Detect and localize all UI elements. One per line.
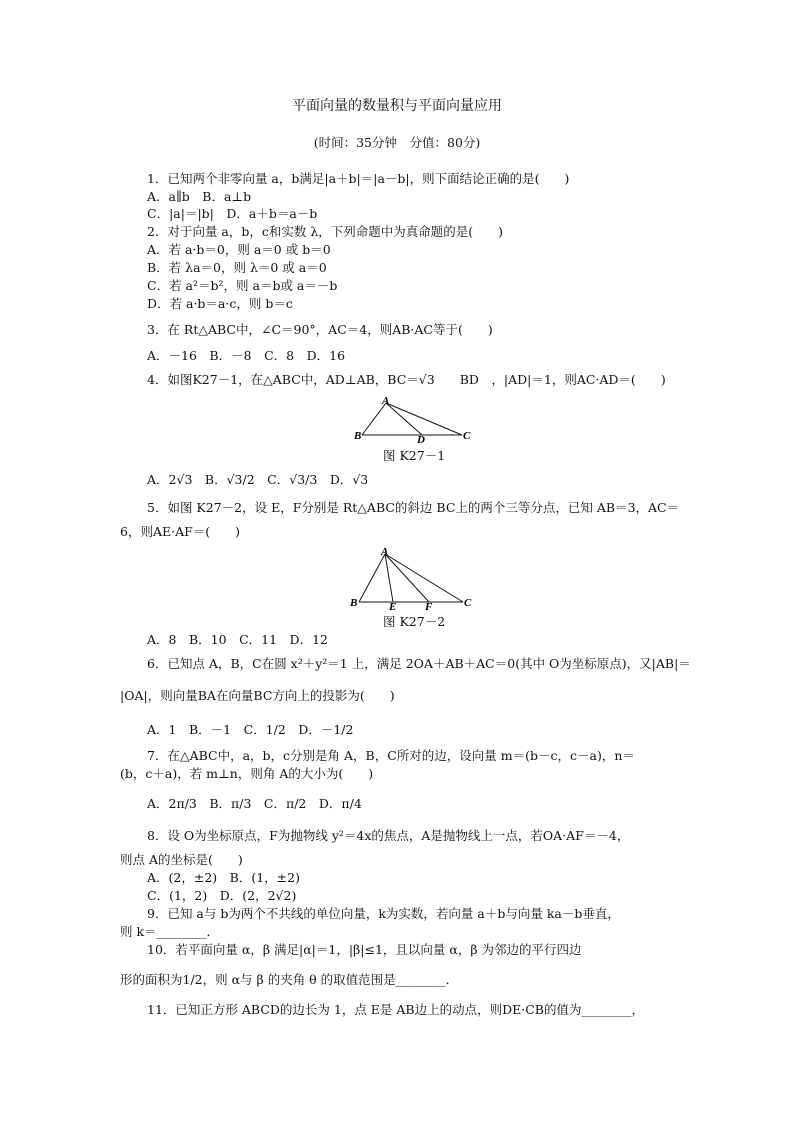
question-4: 4．如图K27－1，在△ABC中，AD⊥AB，BC＝√3 BD ，|AD|＝1，则AC·AD＝( ) [147,372,666,387]
question-9-line-1: 9．已知 a与 b为两个不共线的单位向量，k为实数，若向量 a＋b与向量 ka－b垂直， [147,906,620,921]
question-7-line-1: 7．在△ABC中，a，b，c分别是角 A，B，C所对的边，设向量 m＝(b－c，c－a)，n＝ [147,748,635,763]
question-5-line-2: 6，则AE·AF＝( ) [120,524,241,539]
question-3-options: A．－16 B．－8 C．8 D．16 [147,348,346,363]
question-10-line-1: 10．若平面向量 α，β 满足|α|＝1，|β|≤1，且以向量 α，β 为邻边的平行四边 [147,942,582,957]
question-1-options-ab: A．a∥b B．a⊥b [147,189,252,204]
fig2-label-a: A [381,546,389,558]
question-3: 3．在 Rt△ABC中，∠C＝90°，AC＝4，则AB·AC等于( ) [147,322,493,337]
question-2: 2．对于向量 a，b，c和实数 λ，下列命题中为真命题的是( ) [147,224,504,239]
question-2-option-b: B．若 λa＝0，则 λ＝0 或 a＝0 [147,260,327,275]
question-8-options-cd: C．(1，2) D．(2，2√2) [147,888,297,903]
question-4-options: A．2√3 B．√3/2 C．√3/3 D．√3 [147,472,369,487]
question-5-options: A．8 B．10 C．11 D．12 [147,632,328,647]
fig1-label-b: B [354,430,362,442]
fig2-label-f: F [425,601,433,610]
fig2-label-c: C [464,597,472,609]
question-5-line-1: 5．如图 K27－2，设 E，F分别是 Rt△ABC的斜边 BC上的两个三等分点，已知 AB＝3，AC＝ [147,500,680,515]
question-7-line-2: (b，c＋a)，若 m⊥n，则角 A的大小为( ) [120,766,374,781]
question-6-line-1: 6．已知点 A，B，C在圆 x²＋y²＝1 上，满足 2OA＋AB＋AC＝0(其中 O为坐标原点)，又|AB|＝ [147,656,691,671]
figure-k27-2 [345,546,475,610]
question-8-line-2: 则点 A的坐标是( ) [120,852,243,867]
fig1-label-c: C [463,430,471,442]
question-1-options-cd: C．|a|＝|b| D．a＋b＝a－b [147,206,318,221]
question-7-options: A．2π/3 B．π/3 C．π/2 D．π/4 [147,796,362,811]
figure-k27-1-caption: 图 K27－1 [383,448,446,463]
question-6-line-2: |OA|，则向量BA在向量BC方向上的投影为( ) [120,688,395,703]
question-1: 1．已知两个非零向量 a，b满足|a＋b|＝|a－b|，则下面结论正确的是( ) [147,171,570,186]
question-2-option-d: D．若 a·b＝a·c，则 b＝c [147,296,293,311]
question-9-line-2: 则 k＝________． [120,924,220,939]
question-8-line-1: 8．设 O为坐标原点，F为抛物线 y²＝4x的焦点，A是抛物线上一点，若OA·AF＝－4， [147,828,630,843]
figure-k27-1 [350,395,475,443]
question-6-options: A．1 B．－1 C．1/2 D．－1/2 [147,722,354,737]
page-title: 平面向量的数量积与平面向量应用 [292,98,502,114]
fig1-label-d: D [417,434,425,443]
figure-k27-2-caption: 图 K27－2 [383,614,446,629]
question-2-option-c: C．若 a²＝b²，则 a＝b或 a＝－b [147,278,338,293]
question-2-option-a: A．若 a·b＝0，则 a＝0 或 b＝0 [147,242,331,257]
page-subtitle: (时间：35分钟 分值：80分) [313,135,481,150]
fig1-label-a: A [382,395,390,407]
fig2-label-e: E [389,601,397,610]
question-10-line-2: 形的面积为1/2，则 α与 β 的夹角 θ 的取值范围是________． [120,972,459,987]
question-11: 11．已知正方形 ABCD的边长为 1，点 E是 AB边上的动点，则DE·CB的值为________， [147,1002,644,1017]
question-8-options-ab: A．(2，±2) B．(1，±2) [147,870,300,885]
fig2-label-b: B [350,597,358,609]
